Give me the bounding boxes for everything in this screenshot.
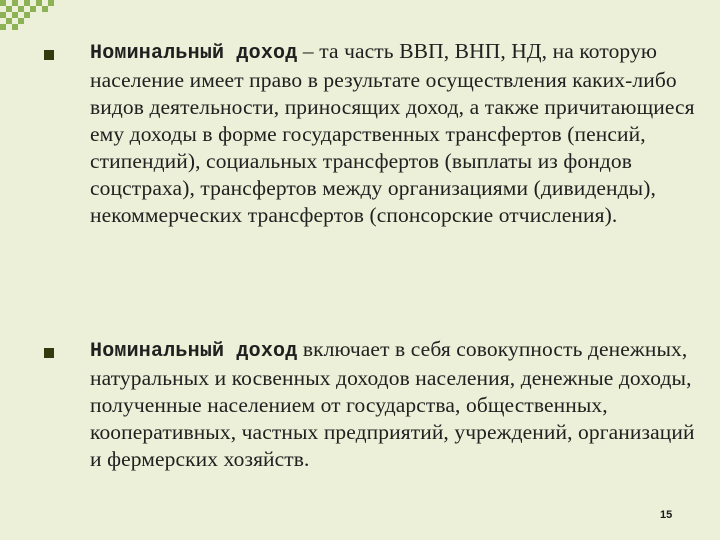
- bullet-term: Номинальный доход: [90, 340, 298, 363]
- bullet-text: [90, 336, 702, 473]
- square-bullet-icon: [44, 50, 54, 60]
- bullet-definition: включает в себя совокупность денежных, натуральных и косвенных доходов населения, денежные доходы, полученные населением от государства, общественных, кооперативных, частных предприятий, учреждений, организаций и фермерских хозяйств.: [90, 337, 695, 471]
- page-number: 15: [660, 509, 673, 521]
- square-bullet-icon: [44, 348, 54, 358]
- bullet-definition: – та часть ВВП, ВНП, НД, на которую население имеет право в результате осуществления каких-либо видов деятельности, приносящих доход, а также причитающиеся ему доходы в форме государственных трансфертов (пенсий, стипендий), социальных трансфертов (выплаты из фондов соцстраха), трансфертов между организациями (дивиденды), некоммерческих трансфертов (спонсорские отчисления).: [90, 39, 695, 227]
- bullet-text: [90, 38, 702, 229]
- bullet-term: Номинальный доход: [90, 42, 298, 65]
